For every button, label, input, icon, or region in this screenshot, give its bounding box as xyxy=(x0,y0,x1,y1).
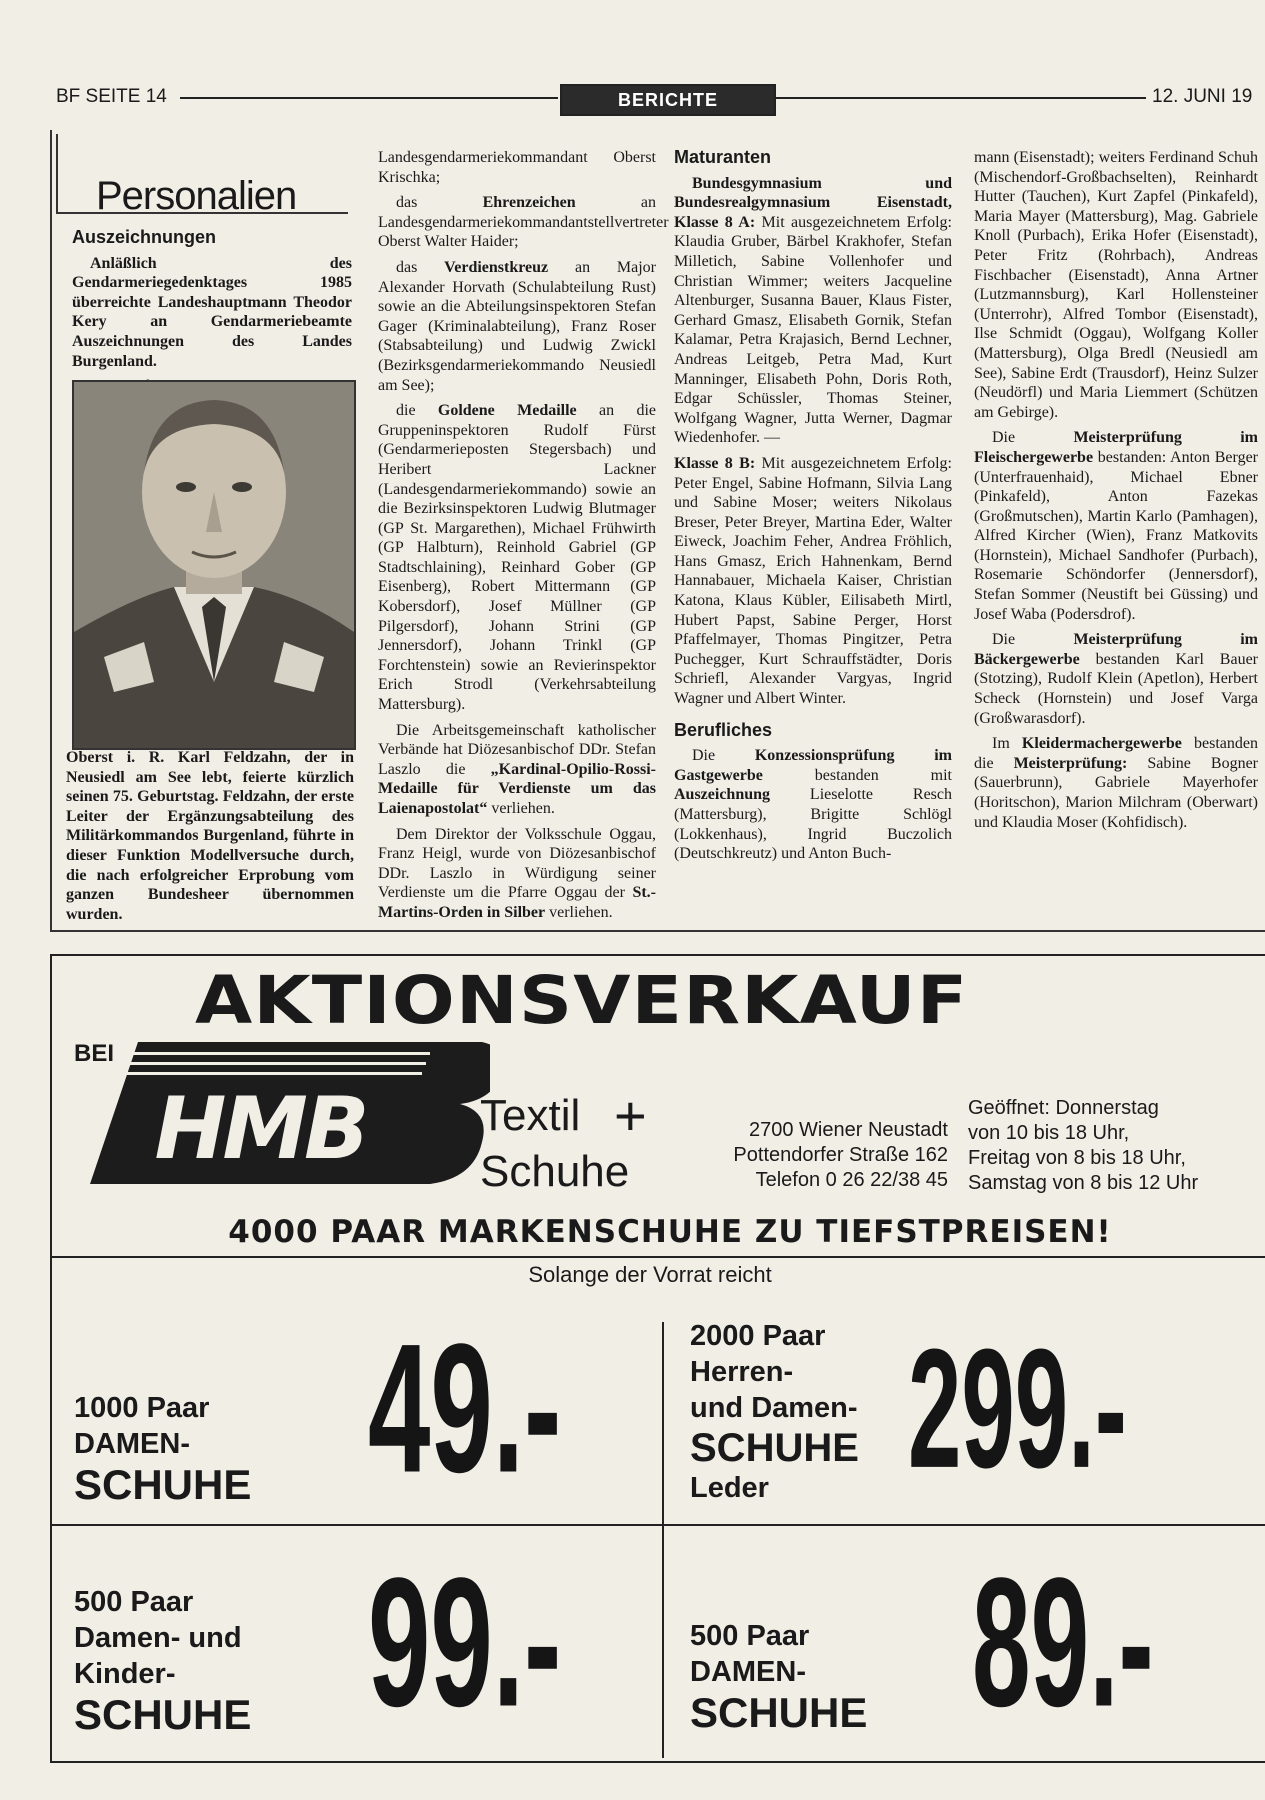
ad-phone: Telefon 0 26 22/38 45 xyxy=(755,1169,948,1191)
heading-berufliches: Berufliches xyxy=(674,719,773,740)
offer-1-quantity: 1000 Paar xyxy=(74,1392,210,1424)
hmb-logo xyxy=(90,1038,490,1188)
ad-textil: Textil xyxy=(480,1091,581,1140)
col4-p1: mann (Eisenstadt); weiters Ferdinand Schuh (Mischendorf-Großbachselten), Reinhardt Hutter (Tauchen), Kurt Zapfel (Pinkafeld), Maria Mayer (Mattersburg), Mag. Gabriele Knoll (Purbach), Erika Hofer (Eisenstadt), Peter Fritz (Rohrbach), Andreas Fischbacher (Eisenstadt), Anna Artner (Lutzmannsburg), Karl Hollensteiner (Unterrohr), Alfred Tombor (Eisenstadt), Ilse Schmidt (Oggau), Wolfgang Koller (Mattersburg), Olga Bredl (Neusiedl am See), Sabine Erdt (Trausdorf), Heinz Sulzer (Neudörfl) und Maria Liemmert (Schützen am Gebirge). xyxy=(974,149,1258,421)
ad-headline: AKTIONSVERKAUF xyxy=(195,962,969,1039)
offer-2-type-1: Herren- xyxy=(690,1356,794,1388)
offer-4-quantity: 500 Paar xyxy=(690,1620,810,1652)
offer-3-price: 99.- xyxy=(368,1540,562,1746)
heading-maturanten: Maturanten xyxy=(674,147,772,167)
ad-address-street: Pottendorfer Straße 162 xyxy=(733,1144,948,1166)
intro-paragraph: Anläßlich des Gendarmeriegedenktages 1985 überreichte Landeshauptmann Theodor Kery an Gendarmeriebeamte Auszeichnungen des Landes Burgenland. xyxy=(72,254,352,370)
header-rule-left xyxy=(180,97,558,99)
offer-2-type-2: und Damen- xyxy=(690,1392,858,1424)
offer-1-type: DAMEN- xyxy=(74,1428,190,1460)
column-1 xyxy=(72,228,352,403)
offer-2-price: 299.- xyxy=(908,1313,1127,1503)
offer-4-category: SCHUHE xyxy=(690,1689,868,1736)
col2-p2: das Ehrenzeichen an Landesgendarmeriekommandantstellvertreter Oberst Walter Haider; xyxy=(378,194,669,251)
ad-stock-note: Solange der Vorrat reicht xyxy=(528,1262,772,1287)
col3-p3: Die Konzessionsprüfung im Gastgewerbe bestanden mit Auszeichnung Lieselotte Resch (Mattersburg), Brigitte Schlögl (Lokkenhaus), Ingrid Buczolich (Deutschkreutz) und Anton Buch- xyxy=(674,747,952,863)
column-4 xyxy=(974,148,1258,838)
column-3 xyxy=(674,148,952,870)
offer-2-quantity: 2000 Paar xyxy=(690,1320,826,1352)
col2-p4: die Goldene Medaille an die Gruppeninspektoren Rudolf Fürst (Gendarmerieposten Stegersbach) und Heribert Lackner (Landesgendarmeriekommando) sowie an die Bezirksinspektoren Ludwig Blutmager (GP St. Margarethen), Michael Frühwirth (GP Halbturn), Reinhold Gabriel (GP Stadtschlaining), Reinhard Gober (GP Eisenberg), Robert Mittermann (GP Kobersdorf), Josef Müllner (GP Pilgersdorf), Johann Strini (GP Jennersdorf), Johann Trinkl (GP Forchtenstein) sowie an Revierinspektor Erich Strodl (Verkehrsabteilung Mattersburg). xyxy=(378,402,656,714)
hmb-logo-text: HMB xyxy=(154,1079,366,1179)
portrait-photo xyxy=(72,380,356,750)
col2-p3: das Verdienstkreuz an Major Alexander Horvath (Schulabteilung Rust) sowie an die Abteilungsinspektoren Stefan Gager (Kriminalabteilung), Franz Roser (Stabsabteilung) und Ludwig Zwickl (Bezirksgendarmeriekommando Neusiedl am See); xyxy=(378,258,657,394)
offer-1-price: 49.- xyxy=(368,1306,562,1512)
col4-p3: Die Meisterprüfung im Bäckergewerbe bestanden Karl Bauer (Stotzing), Rudolf Klein (Apetlon), Herbert Scheck (Hornstein) und Josef Varga (Großwarasdorf). xyxy=(974,631,1258,727)
offer-4-label xyxy=(690,1618,867,1736)
offer-3-type-2: Kinder- xyxy=(74,1658,176,1690)
section-label: BERICHTE xyxy=(560,84,776,116)
ad-slogan: 4000 PAAR MARKENSCHUHE ZU TIEFSTPREISEN! xyxy=(228,1214,1112,1250)
offer-3-quantity: 500 Paar xyxy=(74,1586,194,1618)
ad-address xyxy=(686,1118,948,1193)
offer-3-label xyxy=(74,1584,251,1738)
col4-p2: Die Meisterprüfung im Fleischergewerbe bestanden: Anton Berger (Unterfrauenhaid), Michael Ebner (Pinkafeld), Anton Fazekas (Großmutschen), Martin Karlo (Pamhagen), Alfred Kircher (Wien), Franz Matkovits (Hornstein), Michael Sandhofer (Purbach), Rosemarie Schöndorfer (Jennersdorf), Stefan Sommer (Neustift bei Güssing) und Josef Waba (Podersdrof). xyxy=(974,429,1258,623)
personalien-title: Personalien xyxy=(96,174,297,218)
ad-hours-1: Geöffnet: Donnerstag xyxy=(968,1097,1159,1119)
ad-hours-2: von 10 bis 18 Uhr, xyxy=(968,1122,1130,1144)
heading-auszeichnungen: Auszeichnungen xyxy=(72,227,217,247)
offer-3-category: SCHUHE xyxy=(74,1691,252,1738)
ad-hours-4: Samstag von 8 bis 12 Uhr xyxy=(968,1172,1199,1194)
col4-p4: Im Kleidermachergewerbe bestanden die Meisterprüfung: Sabine Bogner (Sauerbrunn), Gabriele Mayerhofer (Horitschon), Marion Milchram (Oberwart) und Klaudia Moser (Kohfidisch). xyxy=(974,735,1258,831)
offer-2-material: Leder xyxy=(690,1472,769,1504)
offer-2-category: SCHUHE xyxy=(690,1426,859,1470)
offer-1-category: SCHUHE xyxy=(74,1461,252,1508)
portrait-illustration xyxy=(74,382,354,748)
ad-divider-top xyxy=(50,1256,1265,1258)
offer-3-type-1: Damen- und xyxy=(74,1622,242,1654)
col2-p1: Landesgendarmeriekommandant Oberst Krischka; xyxy=(378,149,656,186)
offer-4-price: 89.- xyxy=(972,1540,1154,1746)
ad-hours-3: Freitag von 8 bis 18 Uhr, xyxy=(968,1147,1186,1169)
ad-opening-hours xyxy=(968,1096,1258,1196)
offer-2-label xyxy=(690,1318,859,1506)
header-rule-right xyxy=(774,97,1146,99)
ad-schuhe: Schuhe xyxy=(480,1147,630,1196)
ad-divider-vertical xyxy=(662,1322,664,1758)
col3-p1: Bundesgymnasium und Bundesrealgymnasium Eisenstadt, Klasse 8 A: Mit ausgezeichnetem Erfolg: Klaudia Gruber, Bärbel Krakhofer, Stefan Milletich, Sabine Vollenhofer und Christian Wimmer; weiters Jacqueline Altenburger, Susanna Bauer, Klaus Fister, Gerhard Gmasz, Elisabeth Gornik, Stefan Kalamar, Petra Krajasich, Bernd Lechner, Andreas Leitgeb, Petra Mad, Kurt Manninger, Elisabeth Pohn, Doris Roth, Edgar Schüssler, Thomas Steiner, Wolfgang Wagner, Jutta Werner, Dagmar Wiedenhofer. — xyxy=(674,174,952,447)
ad-address-city: 2700 Wiener Neustadt xyxy=(748,1119,948,1141)
date-label: 12. JUNI 19 xyxy=(1152,86,1253,107)
col2-p6: Dem Direktor der Volksschule Oggau, Franz Heigl, wurde von Diözesanbischof DDr. Laszlo in Würdigung seiner Verdienste um die Pfarre Oggau der St.-Martins-Orden in Silber verliehen. xyxy=(378,825,656,921)
offer-1-label xyxy=(74,1390,251,1508)
col3-p2: Klasse 8 B: Mit ausgezeichnetem Erfolg: Peter Engel, Sabine Hofmann, Silvia Lang und Sabine Moser; weiters Nikolaus Breser, Peter Breyer, Martina Eder, Walter Eiweck, Joachim Feher, Andrea Fröhlich, Hans Gmasz, Erich Hahnenkam, Bernd Hannabauer, Michaela Kaiser, Christian Katona, Klaus Kübler, Eilisabeth Mirtl, Hubert Papst, Sabine Perger, Horst Pfaffelmayer, Thomas Pingitzer, Petra Puchegger, Kurt Schrauffstädter, Doris Schriefl, Alexander Vargyas, Ingrid Wagner und Albert Winter. xyxy=(674,454,952,708)
photo-caption xyxy=(66,748,354,930)
col2-p5: Die Arbeitsgemeinschaft katholischer Verbände hat Diözesanbischof DDr. Stefan Laszlo die „Kardinal-Opilio-Rossi-Medaille für Verdienste um das Laienapostolat“ verliehen. xyxy=(378,721,656,817)
ad-bei: BEI xyxy=(74,1040,115,1067)
column-2 xyxy=(378,148,669,929)
page-label: BF SEITE 14 xyxy=(56,86,167,107)
ad-plus: + xyxy=(614,1084,647,1147)
offer-4-type: DAMEN- xyxy=(690,1656,806,1688)
caption-text: Oberst i. R. Karl Feldzahn, der in Neusiedl am See lebt, feierte kürzlich seinen 75. Geburtstag. Feldzahn, der erste Leiter der Ergänzungsabteilung des Militärkommandos Burgenland, führte in dieser Funktion Modellversuche durch, die nach erfolgreicher Erprobung vom ganzen Bundesheer übernommen wurden. xyxy=(66,749,354,923)
